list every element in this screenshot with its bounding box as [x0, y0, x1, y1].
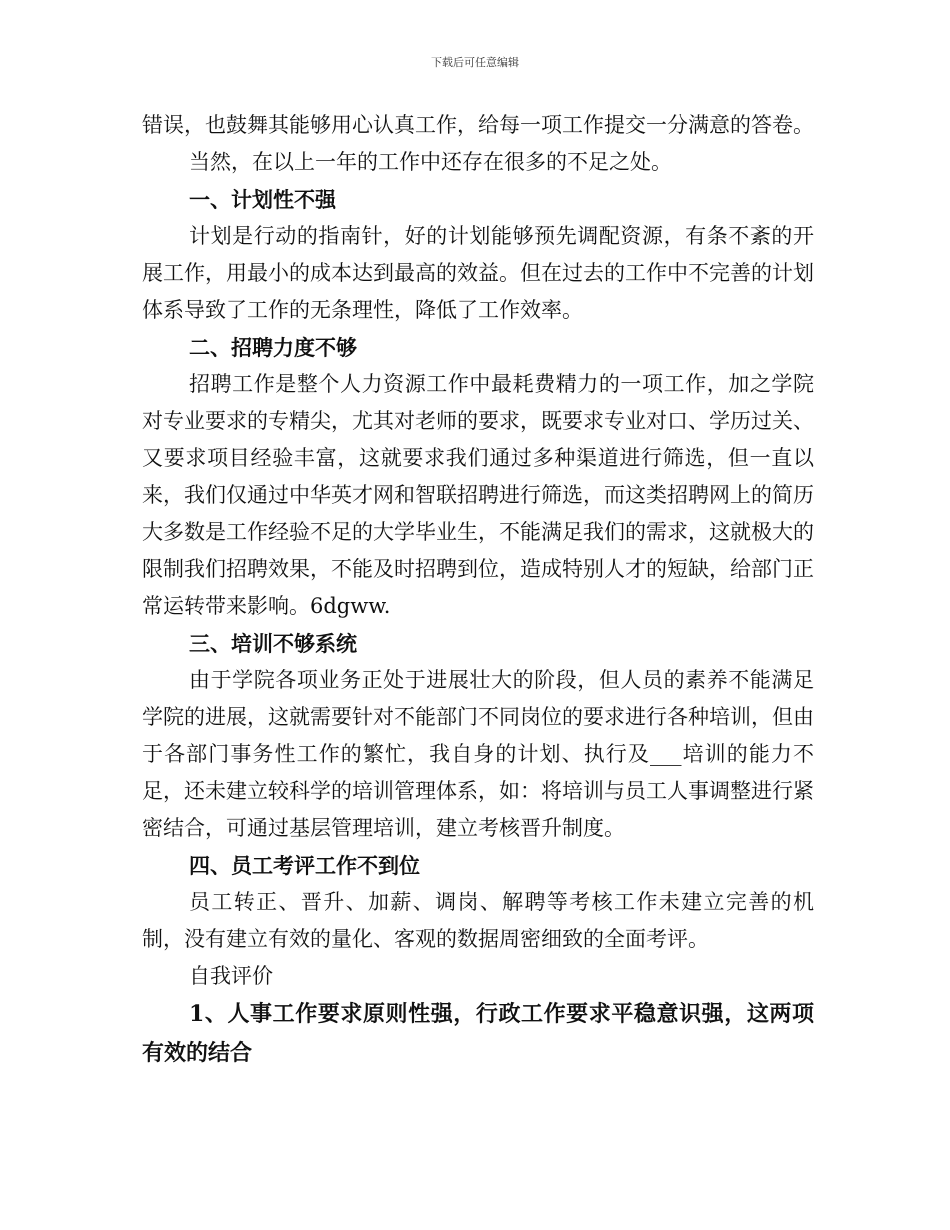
- section-heading: 三、培训不够系统: [189, 631, 357, 656]
- section-heading: 四、员工考评工作不到位: [189, 853, 420, 878]
- section-heading: 二、招聘力度不够: [189, 335, 357, 360]
- paragraph: 计划是行动的指南针，好的计划能够预先调配资源，有条不紊的开展工作，用最小的成本达到最高的效益。但在过去的工作中不完善的计划体系导致了工作的无条理性，降低了工作效率。: [142, 224, 814, 322]
- document-body: [142, 107, 814, 1073]
- paragraph: 员工转正、晋升、加薪、调岗、解聘等考核工作未建立完善的机制，没有建立有效的量化、客观的数据周密细致的全面考评。: [142, 890, 814, 951]
- page-header: 下载后可任意编辑: [431, 56, 519, 69]
- paragraph: 由于学院各项业务正处于进展壮大的阶段，但人员的素养不能满足学院的进展，这就需要针对不能部门不同岗位的要求进行各种培训，但由于各部门事务性工作的繁忙，我自身的计划、执行及___培训的能力不足，还未建立较科学的培训管理体系，如：将培训与员工人事调整进行紧密结合，可通过基层管理培训，建立考核晋升制度。: [142, 668, 814, 840]
- paragraph: 招聘工作是整个人力资源工作中最耗费精力的一项工作，加之学院对专业要求的专精尖，尤其对老师的要求，既要求专业对口、学历过关、又要求项目经验丰富，这就要求我们通过多种渠道进行筛选，但一直以来，我们仅通过中华英才网和智联招聘进行筛选，而这类招聘网上的简历大多数是工作经验不足的大学毕业生，不能满足我们的需求，这就极大的限制我们招聘效果，不能及时招聘到位，造成特别人才的短缺，给部门正常运转带来影响。6dgww.: [142, 372, 814, 618]
- bold-paragraph: 1、人事工作要求原则性强，行政工作要求平稳意识强，这两项有效的结合: [142, 1001, 814, 1066]
- paragraph: 自我评价: [189, 964, 273, 988]
- section-heading: 一、计划性不强: [189, 187, 336, 212]
- paragraph: 当然，在以上一年的工作中还存在很多的不足之处。: [189, 150, 672, 174]
- paragraph: 错误，也鼓舞其能够用心认真工作，给每一项工作提交一分满意的答卷。: [142, 113, 814, 137]
